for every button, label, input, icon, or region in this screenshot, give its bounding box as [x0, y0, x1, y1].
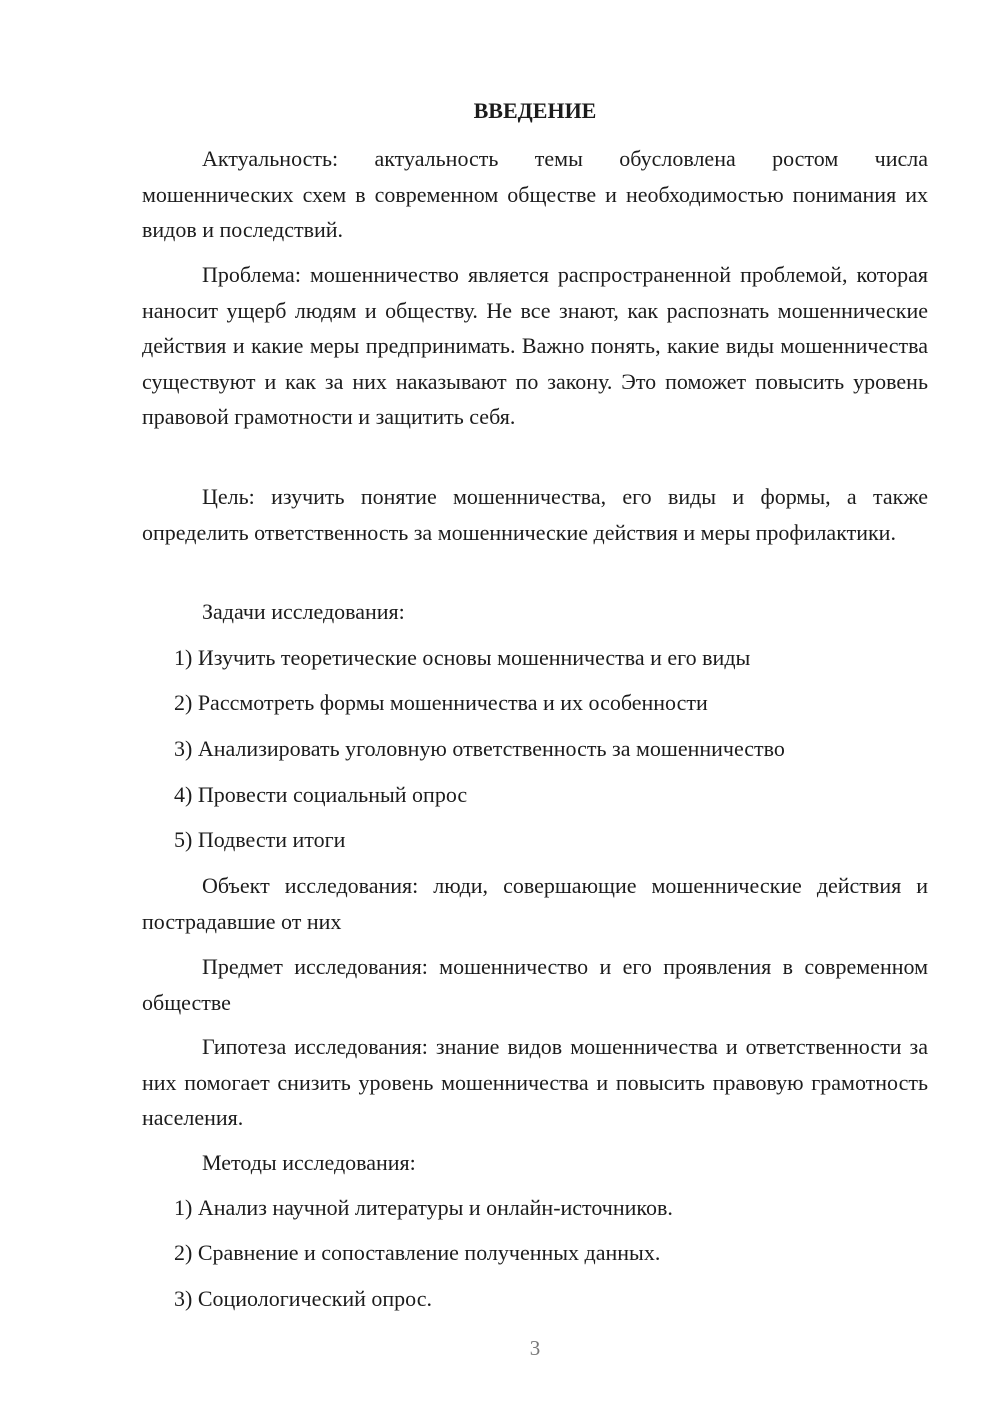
method-item-2: 2) Сравнение и сопоставление полученных данных. — [174, 1240, 661, 1265]
task-item-5: 5) Подвести итоги — [174, 827, 346, 852]
goal-paragraph: Цель: изучить понятие мошенничества, его виды и формы, а также определить ответственность за мошеннические действия и меры профилактики. — [142, 484, 928, 545]
relevance-paragraph: Актуальность: актуальность темы обусловлена ростом числа мошеннических схем в современном обществе и необходимостью понимания их видов и последствий. — [142, 146, 928, 242]
page-title: ВВЕДЕНИЕ — [473, 98, 597, 123]
task-item-2: 2) Рассмотреть формы мошенничества и их особенности — [174, 690, 708, 715]
task-item-3: 3) Анализировать уголовную ответственность за мошенничество — [174, 736, 785, 761]
task-item-4: 4) Провести социальный опрос — [174, 782, 468, 807]
method-item-3: 3) Социологический опрос. — [174, 1286, 432, 1311]
subject-paragraph: Предмет исследования: мошенничество и его проявления в современном обществе — [142, 954, 928, 1015]
hypothesis-paragraph: Гипотеза исследования: знание видов мошенничества и ответственности за них помогает снизить уровень мошенничества и повысить правовую грамотность населения. — [142, 1034, 928, 1130]
problem-paragraph: Проблема: мошенничество является распространенной проблемой, которая наносит ущерб людям и обществу. Не все знают, как распознать мошеннические действия и какие меры предпринимать. Важно понять, какие виды мошенничества существуют и как за них наказывают по закону. Это поможет повысить уровень правовой грамотности и защитить себя. — [142, 262, 928, 429]
method-item-1: 1) Анализ научной литературы и онлайн-источников. — [174, 1195, 673, 1220]
methods-heading: Методы исследования: — [202, 1150, 416, 1175]
tasks-heading: Задачи исследования: — [202, 599, 405, 624]
page-number: 3 — [529, 1336, 541, 1360]
task-item-1: 1) Изучить теоретические основы мошенничества и его виды — [174, 645, 751, 670]
object-paragraph: Объект исследования: люди, совершающие мошеннические действия и пострадавшие от них — [142, 873, 928, 934]
